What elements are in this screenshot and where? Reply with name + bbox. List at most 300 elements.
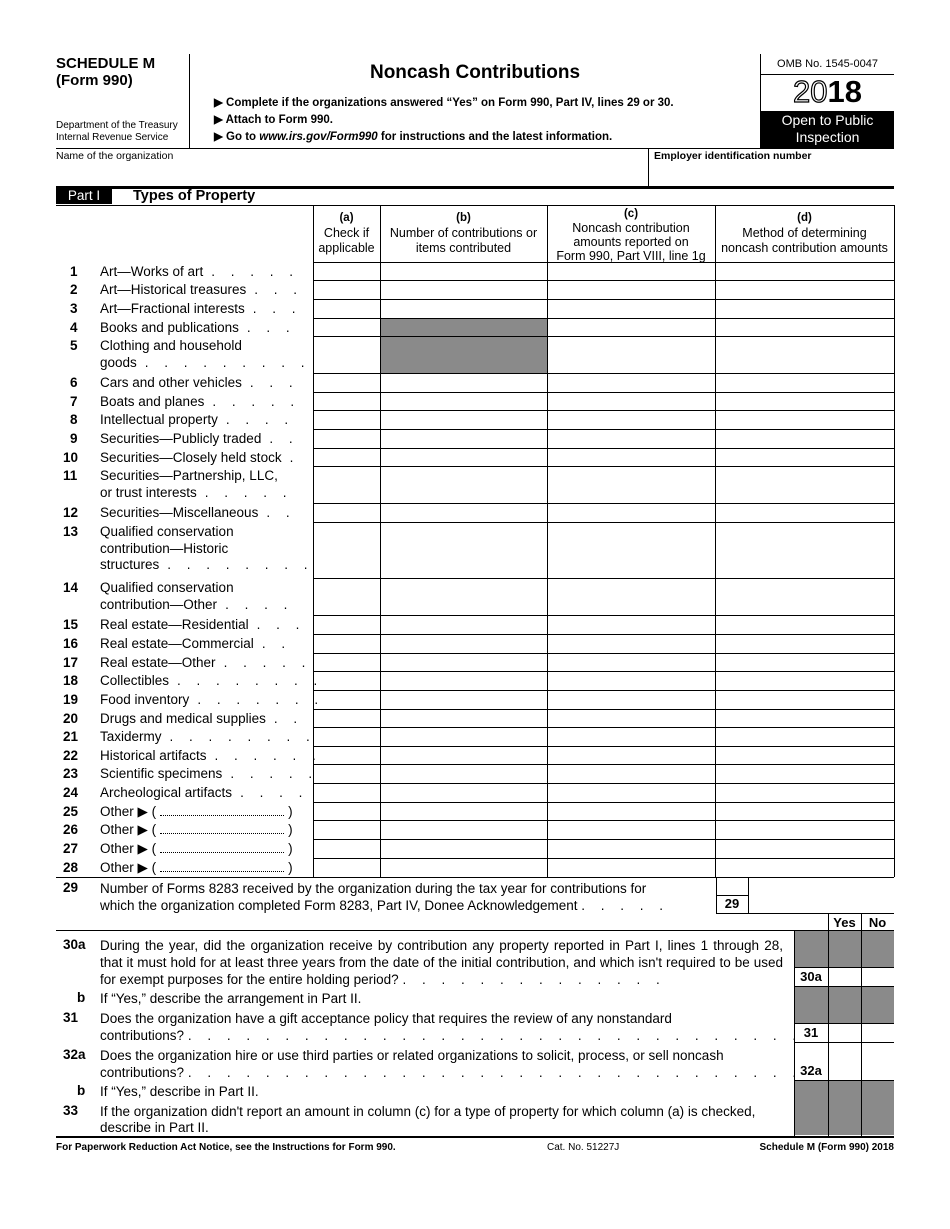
line15-amount-cell[interactable]	[548, 616, 714, 633]
q30a-ref: 30a	[800, 969, 822, 984]
line-label-text: Securities—Publicly traded	[100, 431, 262, 446]
line-label-text: Collectibles	[100, 673, 170, 688]
leader-dots: . . . . . . . .	[167, 557, 314, 572]
line29-text2	[100, 897, 706, 914]
line-label	[100, 617, 305, 633]
line6-count-cell[interactable]	[381, 374, 546, 391]
line-number: 28	[63, 860, 79, 875]
close-paren: )	[288, 841, 293, 856]
line22-check-cell[interactable]	[314, 747, 379, 763]
q32a-text1: Does the organization hire or use third parties or related organizations to solicit, process, or sell noncash	[100, 1048, 724, 1063]
leader-dots: . . . . .	[204, 484, 293, 500]
line7-method-cell[interactable]	[716, 393, 893, 409]
line-label	[100, 841, 293, 857]
line2-check-cell[interactable]	[314, 281, 379, 298]
line-label-text: Other ▶ (	[100, 804, 157, 819]
open-public-label: Open to Public	[781, 112, 874, 128]
form-title: Noncash Contributions	[369, 62, 581, 83]
shaded-cell	[381, 337, 547, 373]
other-description-field[interactable]	[160, 805, 284, 816]
form-label: (Form 990)	[56, 72, 133, 89]
line-label	[100, 505, 296, 521]
q33-text1: If the organization didn't report an amount in column (c) for a type of property for which column (a) is checked,	[100, 1104, 756, 1119]
leader-dots: .	[289, 450, 300, 465]
q33-text2: describe in Part II.	[100, 1120, 209, 1135]
line-label-text: contribution—Historic	[100, 540, 229, 556]
q30a-text	[100, 937, 783, 988]
instruction-attach: ▶ Attach to Form 990.	[214, 114, 333, 126]
q31-text2-content: contributions?	[100, 1028, 185, 1043]
leader-dots: . . .	[249, 375, 299, 390]
schedule-label: SCHEDULE M	[56, 55, 156, 72]
line-label-text: Art—Historical treasures	[100, 282, 247, 297]
line26-check-cell[interactable]	[314, 821, 379, 838]
line-label-text: Art—Works of art	[100, 264, 204, 279]
line24-amount-cell[interactable]	[548, 784, 714, 801]
q32b-text: If “Yes,” describe in Part II.	[100, 1084, 259, 1099]
instruction-goto-prefix: ▶ Go to	[214, 131, 260, 143]
line22-count-cell[interactable]	[381, 747, 546, 763]
line-label	[100, 766, 318, 782]
other-description-field[interactable]	[160, 842, 284, 853]
line-number: 16	[63, 636, 79, 651]
line-number: 9	[70, 431, 78, 446]
line2-amount-cell[interactable]	[548, 281, 714, 298]
line-label	[100, 597, 293, 613]
line13-check-cell[interactable]	[314, 523, 379, 577]
line15-check-cell[interactable]	[314, 616, 379, 633]
line22-method-cell[interactable]	[716, 747, 893, 763]
dept-irs: Internal Revenue Service	[56, 132, 169, 143]
line12-count-cell[interactable]	[381, 504, 546, 521]
close-paren: )	[288, 822, 293, 837]
q32a-text2-content: contributions?	[100, 1065, 185, 1080]
line16-check-cell[interactable]	[314, 635, 379, 652]
line-label-text: Real estate—Other	[100, 655, 216, 670]
column-c-header-line: amounts reported on	[573, 235, 689, 249]
column-a-header-line: Check if	[323, 226, 370, 240]
line28-method-cell[interactable]	[716, 859, 893, 876]
line-label	[100, 338, 242, 354]
part-label-text: Part I	[67, 188, 101, 203]
inspection-label: Inspection	[795, 129, 860, 145]
line19-method-cell[interactable]	[716, 691, 893, 708]
line26-count-cell[interactable]	[381, 821, 546, 838]
line-number: 24	[63, 785, 79, 800]
line-label-text: Other ▶ (	[100, 822, 157, 837]
line23-check-cell[interactable]	[314, 765, 379, 782]
line-number: 27	[63, 841, 79, 856]
line24-count-cell[interactable]	[381, 784, 546, 801]
other-description-field[interactable]	[160, 823, 284, 834]
omb-number: OMB No. 1545-0047	[777, 58, 878, 70]
line28-check-cell[interactable]	[314, 859, 379, 876]
line-label-text: Real estate—Residential	[100, 617, 249, 632]
line4-method-cell[interactable]	[716, 319, 893, 335]
line-number: 25	[63, 804, 79, 819]
line1-method-cell[interactable]	[716, 263, 893, 279]
line4-amount-cell[interactable]	[548, 319, 714, 335]
line-label	[100, 282, 303, 298]
leader-dots: . . .	[256, 617, 306, 632]
line13-count-cell[interactable]	[381, 523, 546, 577]
line29-text1: Number of Forms 8283 received by the organization during the tax year for contributions for	[100, 881, 647, 896]
line17-method-cell[interactable]	[716, 654, 893, 670]
line-label	[100, 485, 293, 501]
line21-count-cell[interactable]	[381, 728, 546, 745]
leader-dots: . . . . . . . . .	[144, 354, 311, 370]
line-label	[100, 320, 296, 336]
instruction-complete: ▶ Complete if the organizations answered “Yes” on Form 990, Part IV, lines 29 or 30.	[214, 97, 674, 109]
line-label	[100, 785, 308, 801]
line7-amount-cell[interactable]	[548, 393, 714, 409]
line-label	[100, 580, 234, 596]
column-c-header-line: (c)	[623, 208, 639, 220]
line28-amount-cell[interactable]	[548, 859, 714, 876]
line24-check-cell[interactable]	[314, 784, 379, 801]
line-label-text: Securities—Closely held stock	[100, 450, 282, 465]
instruction-goto	[214, 129, 612, 143]
line1-check-cell[interactable]	[314, 263, 379, 279]
q30a-number: 30a	[63, 937, 86, 952]
line10-amount-cell[interactable]	[548, 449, 714, 465]
line15-method-cell[interactable]	[716, 616, 893, 633]
shaded-cell	[381, 319, 547, 336]
line19-amount-cell[interactable]	[548, 691, 714, 708]
column-a-header-line: (a)	[339, 212, 354, 224]
line-label-text: Intellectual property	[100, 412, 218, 427]
line8-amount-cell[interactable]	[548, 411, 714, 428]
line-label-text: Securities—Miscellaneous	[100, 505, 259, 520]
line28-count-cell[interactable]	[381, 859, 546, 876]
line-label-text: Qualified conservation	[100, 524, 234, 539]
line9-method-cell[interactable]	[716, 430, 893, 447]
line7-count-cell[interactable]	[381, 393, 546, 409]
line-label	[100, 412, 294, 428]
line-label-text: Historical artifacts	[100, 748, 207, 763]
line12-method-cell[interactable]	[716, 504, 893, 521]
line-number: 14	[63, 580, 79, 595]
line-label	[100, 804, 293, 820]
line20-count-cell[interactable]	[381, 710, 546, 726]
q31-no[interactable]	[862, 1024, 893, 1042]
other-description-field[interactable]	[160, 861, 284, 872]
line-label-text: Taxidermy	[100, 729, 162, 744]
leader-dots: . . .	[246, 320, 296, 335]
line-label-text: Real estate—Commercial	[100, 636, 254, 651]
ein-label: Employer identification number	[654, 150, 812, 162]
line20-method-cell[interactable]	[716, 710, 893, 726]
line-number: 4	[70, 320, 78, 335]
line14-amount-cell[interactable]	[548, 579, 714, 614]
line24-method-cell[interactable]	[716, 784, 893, 801]
q30a-text-content: During the year, did the organization receive by contribution any property reported in Part I, lines 1 through 28, that it must hold for at least three years from the date of the initial contribution, and which isn't required to be used for exempt purposes for the entire holding period?	[100, 938, 783, 987]
leader-dots: . . . . .	[230, 766, 319, 781]
q32a-number: 32a	[63, 1047, 86, 1062]
line-label-text: goods	[100, 354, 137, 370]
line6-amount-cell[interactable]	[548, 374, 714, 391]
line3-method-cell[interactable]	[716, 300, 893, 317]
line29-dots: . . . . .	[581, 898, 670, 913]
q32a-dots: . . . . . . . . . . . . . . . . . . . . . . . . . . . . . . . .	[187, 1065, 803, 1080]
line1-amount-cell[interactable]	[548, 263, 714, 279]
q31-text1: Does the organization have a gift acceptance policy that requires the review of any nonstandard	[100, 1011, 672, 1026]
line2-count-cell[interactable]	[381, 281, 546, 298]
org-name-field[interactable]	[56, 164, 648, 184]
line25-count-cell[interactable]	[381, 803, 546, 819]
line-number: 23	[63, 766, 79, 781]
line4-check-cell[interactable]	[314, 319, 379, 335]
line2-method-cell[interactable]	[716, 281, 893, 298]
tax-year-outline: 20	[793, 74, 828, 109]
q30a-no[interactable]	[862, 968, 893, 986]
line11-method-cell[interactable]	[716, 467, 893, 502]
line-number: 21	[63, 729, 79, 744]
line3-amount-cell[interactable]	[548, 300, 714, 317]
line21-amount-cell[interactable]	[548, 728, 714, 745]
line-label	[100, 748, 322, 764]
line26-amount-cell[interactable]	[548, 821, 714, 838]
line29-number: 29	[63, 880, 79, 895]
column-b-header	[380, 211, 547, 256]
yes-header: Yes	[833, 915, 856, 930]
line3-count-cell[interactable]	[381, 300, 546, 317]
line-label	[100, 355, 311, 371]
q31-dots: . . . . . . . . . . . . . . . . . . . . . . . . . . . . . . . .	[187, 1028, 803, 1043]
line-label	[100, 264, 299, 280]
line-number: 15	[63, 617, 79, 632]
line25-method-cell[interactable]	[716, 803, 893, 819]
line17-amount-cell[interactable]	[548, 654, 714, 670]
line-label-text: Scientific specimens	[100, 766, 223, 781]
line25-amount-cell[interactable]	[548, 803, 714, 819]
line-label	[100, 375, 299, 391]
line-label-text: Securities—Partnership, LLC,	[100, 468, 278, 483]
close-paren: )	[288, 860, 293, 875]
q31-yes[interactable]	[829, 1024, 860, 1042]
line-number: 8	[70, 412, 78, 427]
q31-number: 31	[63, 1010, 79, 1025]
line20-check-cell[interactable]	[314, 710, 379, 726]
ein-field[interactable]	[654, 164, 894, 184]
line-label	[100, 860, 293, 876]
q33-number: 33	[63, 1103, 79, 1118]
line16-method-cell[interactable]	[716, 635, 893, 652]
leader-dots: . .	[266, 505, 296, 520]
line21-method-cell[interactable]	[716, 728, 893, 745]
line18-amount-cell[interactable]	[548, 672, 714, 689]
leader-dots: . .	[273, 711, 304, 726]
line6-method-cell[interactable]	[716, 374, 893, 391]
line22-amount-cell[interactable]	[548, 747, 714, 763]
line29-text2-content: which the organization completed Form 8283, Part IV, Donee Acknowledgement	[100, 898, 578, 913]
line14-count-cell[interactable]	[381, 579, 546, 614]
line17-count-cell[interactable]	[381, 654, 546, 670]
q30a-dots: . . . . . . . . . . . . . .	[402, 972, 666, 987]
line16-count-cell[interactable]	[381, 635, 546, 652]
leader-dots: . . . . .	[211, 264, 300, 279]
column-c-header	[547, 207, 715, 263]
part-title: Types of Property	[133, 188, 256, 204]
line27-count-cell[interactable]	[381, 840, 546, 857]
leader-dots: . .	[269, 431, 299, 446]
column-d-header-line: noncash contribution amounts	[721, 241, 888, 255]
line-label-text: Other ▶ (	[100, 841, 157, 856]
line23-count-cell[interactable]	[381, 765, 546, 782]
line9-amount-cell[interactable]	[548, 430, 714, 447]
dept-treasury: Department of the Treasury	[56, 120, 178, 131]
line9-check-cell[interactable]	[314, 430, 379, 447]
column-b-header-line: Number of contributions or	[389, 226, 538, 240]
line-number: 17	[63, 655, 79, 670]
line23-amount-cell[interactable]	[548, 765, 714, 782]
line-number: 7	[70, 394, 78, 409]
leader-dots: . .	[261, 636, 292, 651]
line7-check-cell[interactable]	[314, 393, 379, 409]
line9-count-cell[interactable]	[381, 430, 546, 447]
line6-check-cell[interactable]	[314, 374, 379, 391]
q32a-yes[interactable]	[829, 1043, 860, 1080]
line8-check-cell[interactable]	[314, 411, 379, 428]
line18-check-cell[interactable]	[314, 672, 379, 689]
line-label	[100, 524, 234, 540]
line13-method-cell[interactable]	[716, 523, 893, 577]
q32a-no[interactable]	[862, 1043, 893, 1080]
line11-amount-cell[interactable]	[548, 467, 714, 502]
line-number: 18	[63, 673, 79, 688]
column-a-header	[313, 211, 380, 256]
leader-dots: . . .	[252, 301, 302, 316]
column-a-header-line: applicable	[318, 241, 375, 255]
q30b-text: If “Yes,” describe the arrangement in Part II.	[100, 991, 362, 1006]
line-number: 12	[63, 505, 79, 520]
line-number: 22	[63, 748, 79, 763]
leader-dots: . . . . .	[212, 394, 301, 409]
line18-method-cell[interactable]	[716, 672, 893, 689]
line17-check-cell[interactable]	[314, 654, 379, 670]
column-d-header-line: (d)	[797, 212, 812, 224]
line21-check-cell[interactable]	[314, 728, 379, 745]
line19-count-cell[interactable]	[381, 691, 546, 708]
line20-amount-cell[interactable]	[548, 710, 714, 726]
q30b-number: b	[77, 990, 86, 1005]
line-label-text: Boats and planes	[100, 394, 205, 409]
q32a-text2	[100, 1064, 802, 1081]
line-number: 10	[63, 450, 79, 465]
line27-amount-cell[interactable]	[548, 840, 714, 857]
line12-check-cell[interactable]	[314, 504, 379, 521]
line10-check-cell[interactable]	[314, 449, 379, 465]
leader-dots: . . . . . . . .	[177, 673, 324, 688]
line12-amount-cell[interactable]	[548, 504, 714, 521]
column-c-header-line: Form 990, Part VIII, line 1g	[556, 249, 706, 263]
line8-method-cell[interactable]	[716, 411, 893, 428]
line-label	[100, 541, 228, 557]
line-label-text: Food inventory	[100, 692, 190, 707]
close-paren: )	[288, 804, 293, 819]
q31-text2	[100, 1027, 802, 1044]
line1-count-cell[interactable]	[381, 263, 546, 279]
column-d-header-line: Method of determining	[742, 226, 867, 240]
column-d-header	[715, 211, 894, 256]
line-number: 20	[63, 711, 79, 726]
line-label	[100, 711, 303, 727]
line5-check-cell[interactable]	[314, 337, 379, 372]
instruction-goto-suffix: for instructions and the latest information.	[377, 131, 613, 143]
line14-method-cell[interactable]	[716, 579, 893, 614]
q32a-ref: 32a	[800, 1063, 822, 1078]
line11-check-cell[interactable]	[314, 467, 379, 502]
line-number: 13	[63, 524, 79, 539]
leader-dots: . . . . . . . .	[169, 729, 316, 744]
line-label-text: Cars and other vehicles	[100, 375, 242, 390]
leader-dots: . . . . .	[223, 655, 312, 670]
leader-dots: . . . . . . .	[197, 692, 325, 707]
leader-dots: . . . . . .	[214, 748, 322, 763]
q30a-yes[interactable]	[829, 968, 860, 986]
leader-dots: . . .	[254, 282, 304, 297]
line-number: 3	[70, 301, 78, 316]
column-c-header-line: Noncash contribution	[572, 221, 690, 235]
line18-count-cell[interactable]	[381, 672, 546, 689]
line10-count-cell[interactable]	[381, 449, 546, 465]
line-number: 2	[70, 282, 78, 297]
line-label-text: Drugs and medical supplies	[100, 711, 266, 726]
footer-cat-no: Cat. No. 51227J	[547, 1142, 620, 1153]
line29-input[interactable]	[749, 878, 894, 912]
line5-method-cell[interactable]	[716, 337, 893, 372]
line3-check-cell[interactable]	[314, 300, 379, 317]
line-label	[100, 468, 278, 484]
line14-check-cell[interactable]	[314, 579, 379, 614]
irs-link[interactable]: www.irs.gov/Form990	[259, 131, 378, 143]
line-label	[100, 431, 299, 447]
leader-dots: . . . .	[225, 412, 295, 427]
line-label-text: Books and publications	[100, 320, 239, 335]
line-label-text: Other ▶ (	[100, 860, 157, 875]
line-label	[100, 655, 311, 671]
line13-amount-cell[interactable]	[548, 523, 714, 577]
line8-count-cell[interactable]	[381, 411, 546, 428]
line11-count-cell[interactable]	[381, 467, 546, 502]
line-label	[100, 450, 299, 466]
line25-check-cell[interactable]	[314, 803, 379, 819]
line23-method-cell[interactable]	[716, 765, 893, 782]
line-label-text: or trust interests	[100, 484, 197, 500]
column-b-header-line: items contributed	[415, 241, 512, 255]
line-number: 11	[63, 468, 78, 483]
line16-amount-cell[interactable]	[548, 635, 714, 652]
line-label-text: structures	[100, 557, 160, 572]
line-label-text: Archeological artifacts	[100, 785, 233, 800]
line-label	[100, 729, 316, 745]
line27-method-cell[interactable]	[716, 840, 893, 857]
line-number: 26	[63, 822, 79, 837]
line10-method-cell[interactable]	[716, 449, 893, 465]
line26-method-cell[interactable]	[716, 821, 893, 838]
line27-check-cell[interactable]	[314, 840, 379, 857]
leader-dots: . . . .	[225, 596, 294, 612]
org-name-label: Name of the organization	[56, 150, 174, 162]
line-label	[100, 394, 300, 410]
line5-amount-cell[interactable]	[548, 337, 714, 372]
q31-ref: 31	[803, 1025, 819, 1040]
line-label	[100, 636, 291, 652]
q32b-number: b	[77, 1083, 86, 1098]
line-label-text: Clothing and household	[100, 338, 242, 353]
line15-count-cell[interactable]	[381, 616, 546, 633]
no-header: No	[868, 915, 887, 930]
